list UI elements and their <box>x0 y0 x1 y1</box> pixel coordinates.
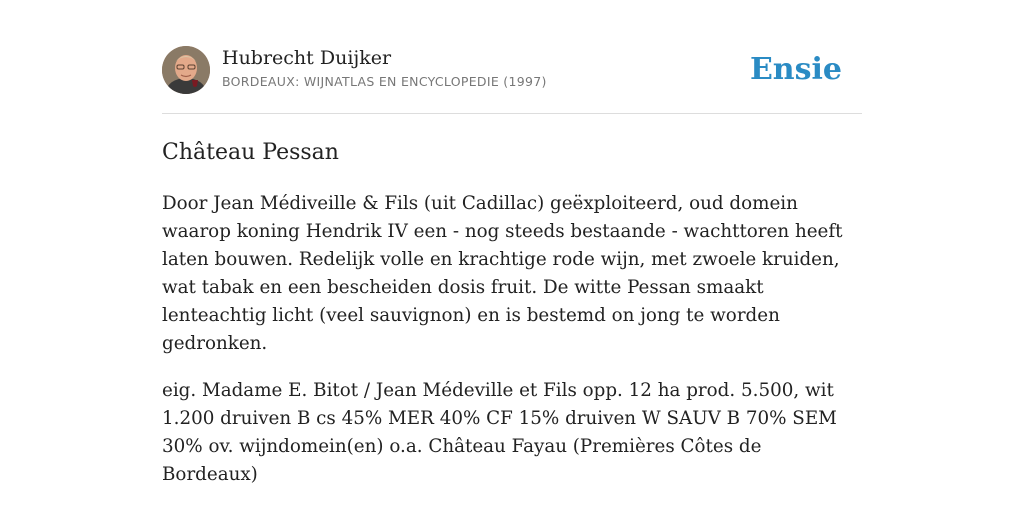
author-name[interactable]: Hubrecht Duijker <box>222 47 392 69</box>
book-title[interactable]: BORDEAUX: WIJNATLAS EN ENCYCLOPEDIE (1997) <box>222 74 547 89</box>
entry-paragraph-details: eig. Madame E. Bitot / Jean Médeville et Fils opp. 12 ha prod. 5.500, wit 1.200 druiven B cs 45% MER 40% CF 15% druiven W SAUV B 70% SEM 30% ov. wijndomein(en) o.a. Château Fayau (Premières Côtes de Bordeaux) <box>162 380 837 485</box>
entry-body <box>162 190 862 508</box>
entry-title: Château Pessan <box>162 140 339 165</box>
author-portrait-icon <box>162 46 210 94</box>
brand-logo[interactable]: Ensie <box>749 52 842 87</box>
header <box>162 46 862 96</box>
entry-paragraph-description: Door Jean Médiveille & Fils (uit Cadillac) geëxploiteerd, oud domein waarop koning Hendrik IV een - nog steeds bestaande - wachttoren heeft laten bouwen. Redelijk volle en krachtige rode wijn, met zwoele kruiden, wat tabak en een bescheiden dosis fruit. De witte Pessan smaakt lenteachtig licht (veel sauvignon) en is bestemd on jong te worden gedronken. <box>162 193 843 354</box>
avatar[interactable] <box>162 46 210 94</box>
divider <box>162 113 862 114</box>
